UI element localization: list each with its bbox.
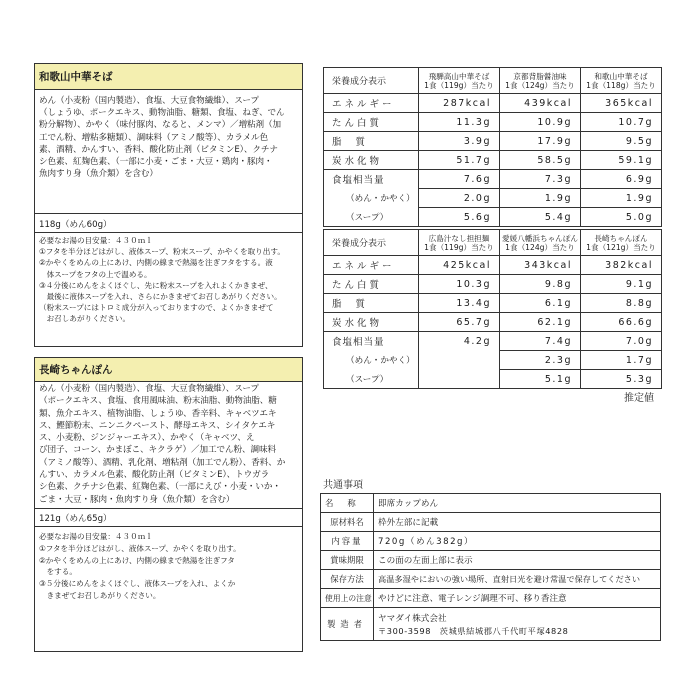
cell-value: 343kcal <box>500 256 581 275</box>
net-weight: 121g（めん65g） <box>39 514 112 524</box>
manufacturer-name: ヤマダイ株式会社 <box>378 613 447 624</box>
cell-value: 10.9g <box>500 113 581 132</box>
common-title: 共通事項 <box>323 480 363 491</box>
cell-value: 7.0g <box>581 332 662 351</box>
nutrition-table-2 <box>323 229 662 389</box>
column-header: 広島汁なし担担麺 1食（119g）当たり <box>419 230 500 256</box>
cell-value: 9.8g <box>500 275 581 294</box>
row-label: たん白質 <box>324 275 419 294</box>
row-key: 保存方法 <box>321 570 374 589</box>
cell-value: 1.7g <box>581 351 662 370</box>
row-key: 原材料名 <box>321 513 374 532</box>
net-weight: 118g（めん60g） <box>39 220 112 230</box>
cell-value: 1.9g <box>500 189 581 208</box>
row-label: （めん・かやく） <box>324 351 419 370</box>
row-label: たん白質 <box>324 113 419 132</box>
table-row <box>321 532 661 551</box>
estimate-note: 推定値 <box>624 393 654 404</box>
cell-value: 382kcal <box>581 256 662 275</box>
cell-value: 5.4g <box>500 208 581 227</box>
row-label: （スープ） <box>324 208 419 227</box>
row-key: 名称 <box>321 494 374 513</box>
nutrition-header: 栄養成分表示 <box>324 230 419 256</box>
row-label: （めん・かやく） <box>324 189 419 208</box>
row-value <box>374 608 661 641</box>
table-row <box>321 551 661 570</box>
table-row <box>324 132 662 151</box>
product-box-wakayama <box>34 63 303 347</box>
cell-value: 8.8g <box>581 294 662 313</box>
row-label: エネルギー <box>324 256 419 275</box>
cell-value: 51.7g <box>419 151 500 170</box>
nutrition-header: 栄養成分表示 <box>324 68 419 94</box>
column-header: 和歌山中華そば 1食（118g）当たり <box>581 68 662 94</box>
nutrition-table-1 <box>323 67 662 227</box>
cell-value: 5.0g <box>581 208 662 227</box>
table-row <box>324 370 662 389</box>
column-header: 京都背脂醤油味 1食（124g）当たり <box>500 68 581 94</box>
row-label: 炭水化物 <box>324 313 419 332</box>
table-row <box>324 256 662 275</box>
instructions-text: 必要なお湯の目安量：４３０ｍｌ ①フタを半分ほどはがし、液体スープ、粉末スープ、かやくを取り出す。 ②かやくをめんの上にあけ、内側の線まで熱湯を注ぎフタをする。液 体スープをフタの上で温める。 ③４分後にめんをよくほぐし、先に粉末スープを入れよくかきまぜ、 最後に液体スープを入れ、さらにかきまぜてお召しあがりください。 （粉末スープにはトロミ成分が入っておりますので、よくかきまぜて お召しあがりください。 <box>39 236 285 324</box>
table-row <box>324 94 662 113</box>
row-label: エネルギー <box>324 94 419 113</box>
row-value: 即席カップめん <box>374 494 661 513</box>
row-value: 枠外左部に記載 <box>374 513 661 532</box>
row-value: 720g（めん382g） <box>374 532 661 551</box>
row-key: 内容量 <box>321 532 374 551</box>
cell-value: 7.6g <box>419 170 500 189</box>
cell-value: 62.1g <box>500 313 581 332</box>
cell-value: 66.6g <box>581 313 662 332</box>
row-label: 食塩相当量 <box>324 332 419 351</box>
cell-value: 13.4g <box>419 294 500 313</box>
cell-value: 17.9g <box>500 132 581 151</box>
cell-value: 58.5g <box>500 151 581 170</box>
row-label: （スープ） <box>324 370 419 389</box>
cell-value: 7.3g <box>500 170 581 189</box>
cell-value: 6.9g <box>581 170 662 189</box>
product-box-nagasaki <box>34 357 303 652</box>
ingredients-text: めん（小麦粉（国内製造）、食塩、大豆食物繊維）、スープ （しょうゆ、ポークエキス、動物油脂、糖類、食塩、ねぎ、でん 粉分解物）、かやく（味付豚肉、なると、メンマ）／増粘剤（加 工でん粉、増粘多糖類）、調味料（アミノ酸等）、カラメル色 素、酒精、かんすい、香料、酸化防止剤（ビタミンE）、クチナ シ色素、紅麹色素、（一部に小麦・ごま・大豆・鶏肉・豚肉・ 魚肉すり身（魚介類）を含む） <box>39 96 285 180</box>
column-header: 飛騨高山中華そば 1食（119g）当たり <box>419 68 500 94</box>
cell-value <box>419 351 500 370</box>
cell-value: 11.3g <box>419 113 500 132</box>
column-header: 長崎ちゃんぽん 1食（121g）当たり <box>581 230 662 256</box>
table-row <box>324 275 662 294</box>
divider <box>35 526 302 527</box>
divider <box>35 232 302 233</box>
cell-value: 3.9g <box>419 132 500 151</box>
row-key: 使用上の注意 <box>321 589 374 608</box>
cell-value: 287kcal <box>419 94 500 113</box>
product-title: 和歌山中華そば <box>35 64 302 90</box>
table-row <box>324 151 662 170</box>
cell-value: 4.2g <box>419 332 500 351</box>
row-value: 高温多湿やにおいの強い場所、直射日光を避け常温で保存してください <box>374 570 661 589</box>
cell-value: 6.1g <box>500 294 581 313</box>
cell-value: 5.1g <box>500 370 581 389</box>
cell-value: 5.6g <box>419 208 500 227</box>
table-row <box>324 208 662 227</box>
row-label: 炭水化物 <box>324 151 419 170</box>
table-row <box>324 170 662 189</box>
column-header: 愛媛八幡浜ちゃんぽん 1食（124g）当たり <box>500 230 581 256</box>
row-value: やけどに注意、電子レンジ調理不可、移り香注意 <box>374 589 661 608</box>
product-title: 長崎ちゃんぽん <box>35 358 302 382</box>
cell-value: 2.3g <box>500 351 581 370</box>
ingredients-text: めん（小麦粉（国内製造）、食塩、大豆食物繊維）、スープ （ポークエキス、食塩、食用風味油、粉末油脂、動物油脂、糖 類、魚介エキス、植物油脂、しょうゆ、香辛料、キャベツエキ ス、鰹節粉末、ニンニクペースト、酵母エキス、シイタケエキ ス、小麦粉、ジンジャーエキス）、かやく（キャベツ、え び団子、コーン、かまぼこ、キクラゲ）／加工でん粉、調味料 （アミノ酸等）、酒精、乳化剤、増粘剤（加工でん粉）、香料、か んすい、カラメル色素、酸化防止剤（ビタミンE）、トウガラ シ色素、クチナシ色素、紅麹色素、（一部にえび・小麦・いか・ ごま・大豆・豚肉・魚肉すり身（魚介類）を含む） <box>39 384 286 505</box>
manufacturer-address: 〒300-3598 茨城県結城郡八千代町平塚4828 <box>378 625 569 636</box>
table-row <box>321 608 661 641</box>
table-row <box>324 189 662 208</box>
divider <box>35 213 302 214</box>
table-row <box>321 589 661 608</box>
cell-value: 425kcal <box>419 256 500 275</box>
table-row <box>321 513 661 532</box>
table-row <box>324 351 662 370</box>
cell-value: 59.1g <box>581 151 662 170</box>
common-table <box>320 493 661 641</box>
cell-value: 65.7g <box>419 313 500 332</box>
table-row <box>324 113 662 132</box>
row-key: 製造者 <box>321 608 374 641</box>
row-label: 食塩相当量 <box>324 170 419 189</box>
row-key: 賞味期限 <box>321 551 374 570</box>
table-row <box>321 494 661 513</box>
row-label: 脂質 <box>324 132 419 151</box>
cell-value: 10.7g <box>581 113 662 132</box>
cell-value: 10.3g <box>419 275 500 294</box>
table-row <box>321 570 661 589</box>
table-row <box>324 313 662 332</box>
cell-value: 5.3g <box>581 370 662 389</box>
cell-value: 9.1g <box>581 275 662 294</box>
row-value: この面の左面上部に表示 <box>374 551 661 570</box>
table-row <box>324 332 662 351</box>
cell-value: 1.9g <box>581 189 662 208</box>
cell-value: 7.4g <box>500 332 581 351</box>
instructions-text: 必要なお湯の目安量：４３０ｍｌ ①フタを半分ほどはがし、液体スープ、かやくを取り出す。 ②かやくをめんの上にあけ、内側の線まで熱湯を注ぎフタ をする。 ③５分後にめんをよくほぐし、液体スープを入れ、よくか きまぜてお召しあがりください。 <box>39 532 241 600</box>
cell-value: 365kcal <box>581 94 662 113</box>
cell-value: 9.5g <box>581 132 662 151</box>
table-row <box>324 294 662 313</box>
cell-value: 2.0g <box>419 189 500 208</box>
cell-value <box>419 370 500 389</box>
cell-value: 439kcal <box>500 94 581 113</box>
row-label: 脂質 <box>324 294 419 313</box>
divider <box>35 508 302 509</box>
